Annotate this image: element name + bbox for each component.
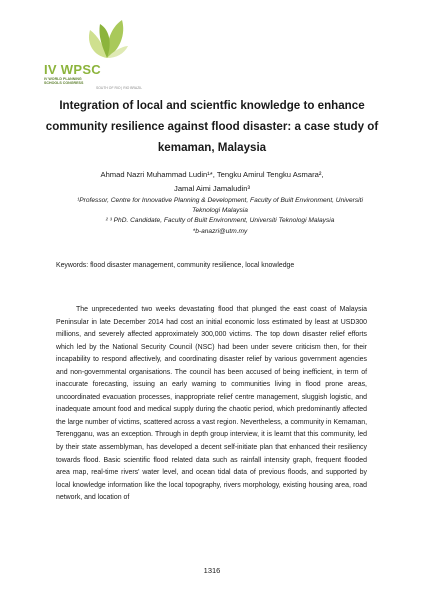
paper-title: Integration of local and scientfic knowledge to enhance community resilience against flood disaster: a case study of kemaman, Malaysia bbox=[45, 99, 379, 154]
page-number: 1316 bbox=[203, 566, 221, 575]
conference-logo bbox=[44, 16, 154, 88]
corresponding-email: *b-anazri@utm.my bbox=[192, 227, 248, 235]
authors-line-1: Ahmad Nazri Muhammad Ludin¹*, Tengku Amirul Tengku Asmara², bbox=[100, 170, 324, 179]
affiliation-1: ¹Professor, Centre for Innovative Planning & Development, Faculty of Built Environment, Universiti Teknologi Malaysia bbox=[77, 197, 363, 215]
affiliation-2: ² ³ PhD. Candidate, Faculty of Built Environment, Universiti Teknologi Malaysia bbox=[105, 217, 335, 225]
abstract-body: The unprecedented two weeks devastating flood that plunged the east coast of Malaysia Peninsular in late December 2014 had cost an initial economic loss estimated by least at USD300 millions, and severely affected approximately 300,000 victims. The top down disaster relief efforts which led by the National Security Council (NSC) had been under severe criticism then, for their incapability to respond affectively, and coordinating disaster relief by various government agencies and non-governmental organisations. The council has been accused of being inefficient, in term of inaccurate forecasting, issuing an early warning to communities living in flood prone areas, uncoordinated evacuation processes, inappropriate relief centre management, sluggish logistic, and inadequate amount food and medical supply during the chaotic period, which predominantly affected the large number of victims, scattered across a vast region. Nevertheless, a community in Kemaman, Terengganu, was an exception. Through in depth group interview, it is learnt that this community, led by their state assemblyman, has developed a decent self-initiate plan that enhanced their resiliency towards flood. Basic scientific flood related data such as rainfall intensity graph, frequent flooded area map, real-time rivers' water level, and ocean tidal data of previous floods, and supported by local knowledge information like the local topography, rivers morphology, existing housing area, road network, and location of bbox=[56, 306, 367, 502]
authors-line-2: Jamal Aimi Jamaludin³ bbox=[174, 183, 250, 193]
logo-subtitle: IV WORLD PLANNING SCHOOLS CONGRESS bbox=[44, 77, 84, 86]
affiliations bbox=[70, 196, 370, 237]
author-list bbox=[40, 170, 384, 194]
leaf-emblem-icon bbox=[84, 16, 130, 60]
keywords: Keywords: flood disaster management, community resilience, local knowledge bbox=[56, 262, 295, 269]
logo-location: SOUTH OF RIO | RIO BRAZIL bbox=[96, 86, 143, 90]
logo-wordmark: IV WPSC bbox=[44, 62, 101, 77]
